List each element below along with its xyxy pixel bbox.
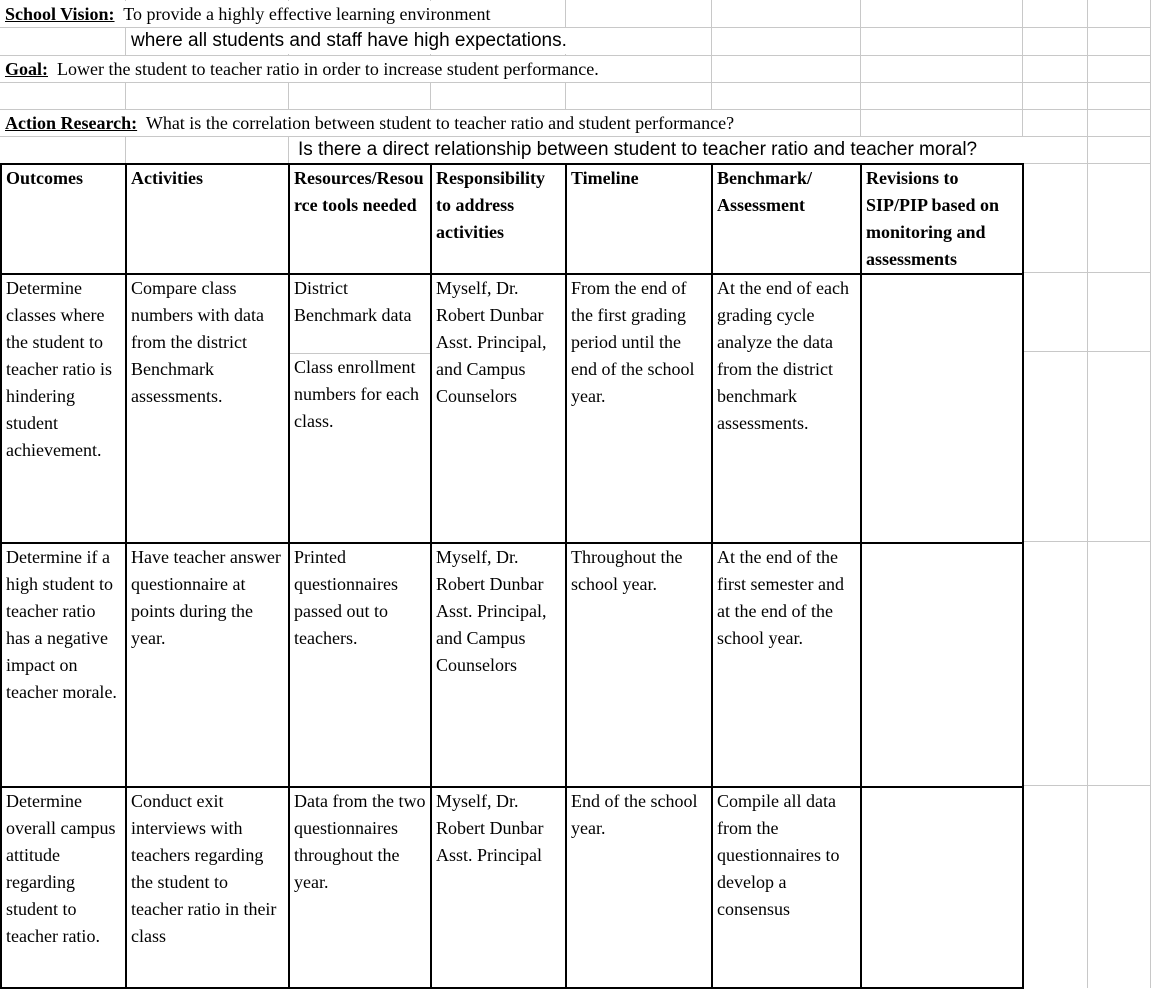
school-vision-text-2: where all students and staff have high expectations.	[131, 30, 567, 51]
column-header-benchmark[interactable]: Benchmark/ Assessment	[712, 164, 861, 274]
benchmark-cell[interactable]: Compile all data from the questionnaires to develop a consensus	[712, 787, 861, 988]
column-header-resources[interactable]: Resources/Resource tools needed	[289, 164, 431, 274]
resources-cell[interactable]: Printed questionnaires passed out to teachers.	[289, 543, 431, 787]
school-vision-cell[interactable]	[0, 1, 560, 27]
activity-cell[interactable]: Have teacher answer questionnaire at points during the year.	[126, 543, 289, 787]
responsibility-cell[interactable]: Myself, Dr. Robert Dunbar Asst. Principal, and Campus Counselors	[431, 274, 566, 543]
timeline-cell[interactable]: Throughout the school year.	[566, 543, 712, 787]
action-research-cell[interactable]	[0, 110, 859, 136]
table-row	[1, 787, 1023, 988]
outcome-cell[interactable]: Determine if a high student to teacher ratio has a negative impact on teacher morale.	[1, 543, 126, 787]
resources-cell[interactable]: Data from the two questionnaires throughout the year.	[289, 787, 431, 988]
revisions-cell[interactable]	[861, 543, 1023, 787]
column-header-responsibility[interactable]: Responsibility to address activities	[431, 164, 566, 274]
resources-text-2: Class enrollment numbers for each class.	[290, 353, 430, 435]
column-header-revisions[interactable]: Revisions to SIP/PIP based on monitoring and assessments	[861, 164, 1023, 274]
resources-text: District Benchmark data	[294, 278, 412, 325]
column-header-outcomes[interactable]: Outcomes	[1, 164, 126, 274]
goal-cell[interactable]	[0, 56, 710, 82]
school-vision-text: To provide a highly effective learning environment	[123, 4, 491, 24]
activity-cell[interactable]: Conduct exit interviews with teachers regarding the student to teacher ratio in their class	[126, 787, 289, 988]
action-research-question-2: Is there a direct relationship between student to teacher ratio and teacher moral?	[298, 139, 978, 160]
column-header-timeline[interactable]: Timeline	[566, 164, 712, 274]
activity-cell[interactable]: Compare class numbers with data from the district Benchmark assessments.	[126, 274, 289, 543]
action-plan-table	[0, 163, 1024, 989]
resources-cell[interactable]	[289, 274, 431, 543]
revisions-cell[interactable]	[861, 787, 1023, 988]
table-header-row	[1, 164, 1023, 274]
school-vision-label: School Vision:	[5, 4, 115, 24]
benchmark-cell[interactable]: At the end of the first semester and at the end of the school year.	[712, 543, 861, 787]
timeline-cell[interactable]: From the end of the first grading period until the end of the school year.	[566, 274, 712, 543]
school-vision-continued-cell[interactable]	[126, 28, 711, 54]
goal-label: Goal:	[5, 59, 48, 79]
action-research-question-2-cell[interactable]	[294, 137, 1084, 163]
outcome-cell[interactable]: Determine overall campus attitude regarding student to teacher ratio.	[1, 787, 126, 988]
goal-text: Lower the student to teacher ratio in order to increase student performance.	[57, 59, 599, 79]
timeline-cell[interactable]: End of the school year.	[566, 787, 712, 988]
benchmark-cell[interactable]: At the end of each grading cycle analyze the data from the district benchmark assessments.	[712, 274, 861, 543]
column-header-activities[interactable]: Activities	[126, 164, 289, 274]
outcome-cell[interactable]: Determine classes where the student to teacher ratio is hindering student achievement.	[1, 274, 126, 543]
table-row	[1, 543, 1023, 787]
responsibility-cell[interactable]: Myself, Dr. Robert Dunbar Asst. Principal, and Campus Counselors	[431, 543, 566, 787]
responsibility-cell[interactable]: Myself, Dr. Robert Dunbar Asst. Principal	[431, 787, 566, 988]
action-research-question-1: What is the correlation between student to teacher ratio and student performance?	[145, 113, 735, 133]
revisions-cell[interactable]	[861, 274, 1023, 543]
table-row	[1, 274, 1023, 543]
action-research-label: Action Research:	[5, 113, 138, 133]
